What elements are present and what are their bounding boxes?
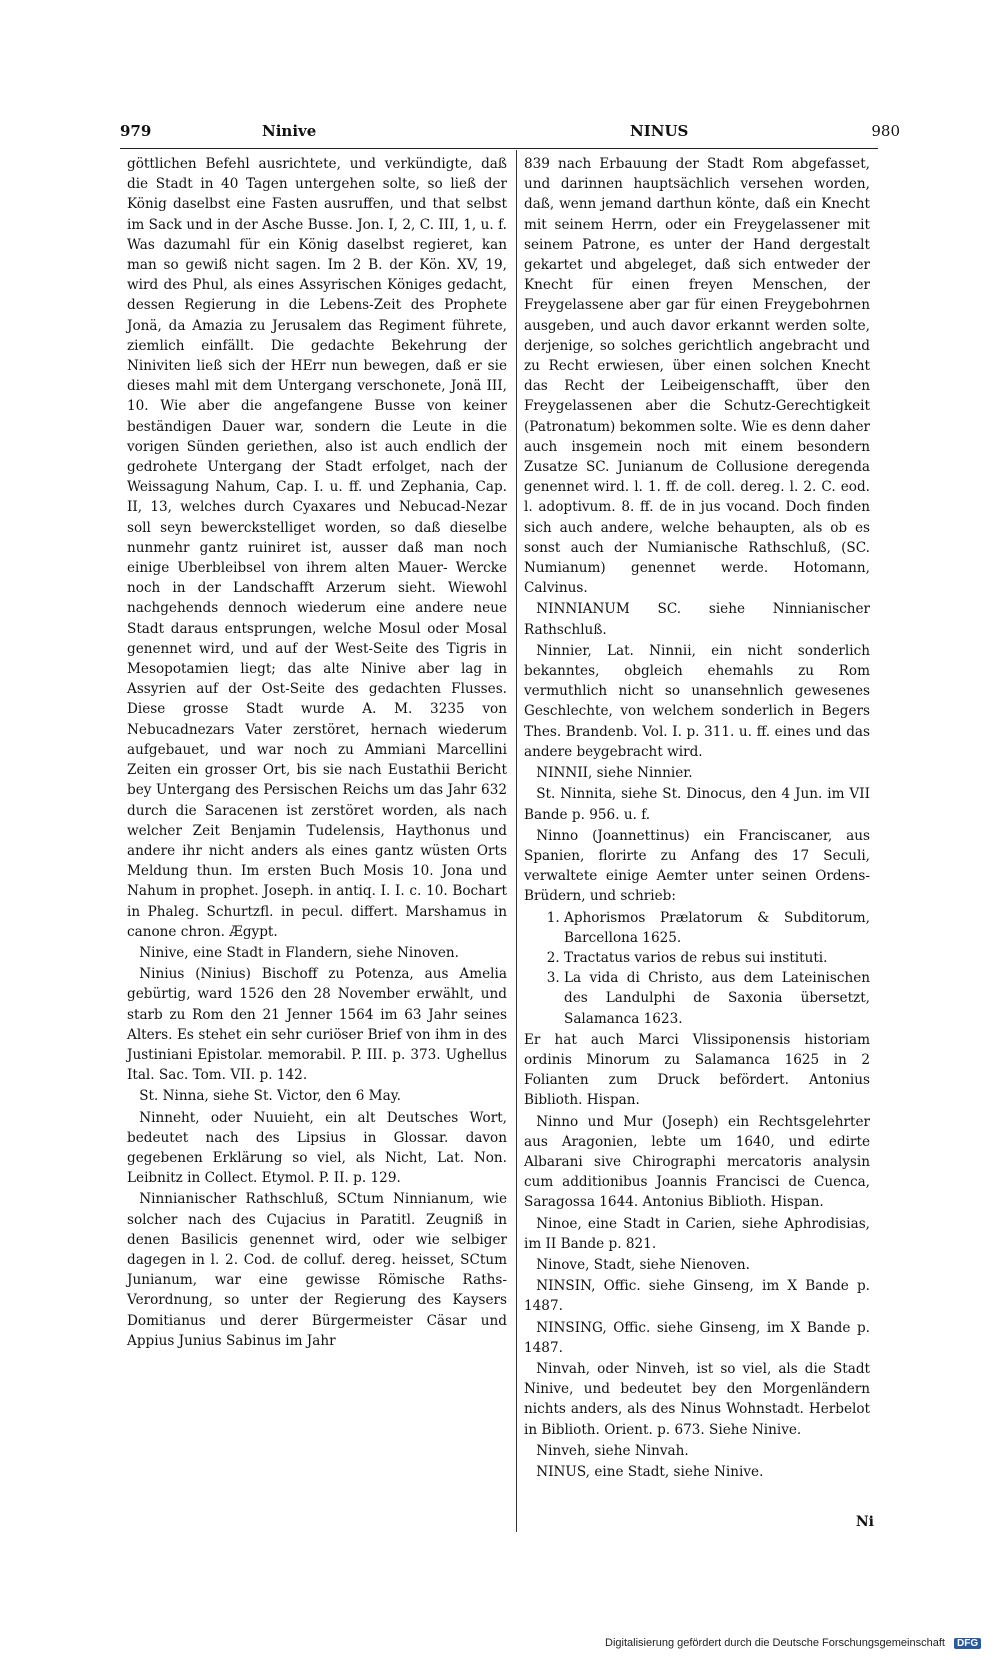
headword-left: Ninive — [262, 122, 317, 140]
entry-ninneht: Ninneht, oder Nuuieht, ein alt Deutsches Wort, bedeutet nach des Lipsius in Glossar. davon gegebenen Erklärung so viel, als Nicht, Lat. Non. Leibnitz in Collect. Etymol. P. II. p. 129. — [127, 1109, 507, 1187]
entry-ninnier: Ninnier, Lat. Ninnii, ein nicht sonderlich bekanntes, obgleich ehemahls zu Rom vermuthlich nicht so unansehnlich gewesenes Geschlechte, von welchem sonderlich in Begers Thes. Brandenb. Vol. I. p. 311. u. ff. eines und das andere beygebracht wird. — [524, 642, 870, 760]
page-number-right: 980 — [871, 122, 900, 140]
column-divider — [516, 150, 517, 1532]
entry-ninus: NINUS, eine Stadt, siehe Ninive. — [536, 1464, 764, 1480]
entry-ninsin: NINSIN, Offic. siehe Ginseng, im X Bande p. 1487. — [524, 1278, 870, 1315]
catchword: Ni — [855, 1514, 874, 1530]
entry-ninno-und-mur: Ninno und Mur (Joseph) ein Rechtsgelehrter aus Aragonien, lebte um 1640, und edirte Albarani sive Chirographi mercatoris analysin cum additionibus Joannis Francisci de Cuenca, Saragossa 1644. Antonius Biblioth. Hispan. — [524, 1113, 870, 1211]
entry-ninnianischer-rathschluss: Ninnianischer Rathschluß, SCtum Ninnianum, wie solcher nach des Cujacius in Paratitl. Zeugniß in denen Basilicis genennet wird, oder wie selbiger dagegen in l. 2. Cod. de colluf. dereg. heisset, SCtum Junianum, war eine gewisse Römische Raths-Verordnung, so unter der Regierung des Kaysers Domitianus und derer Bürgermeister Cäsar und Appius Junius Sabinus im Jahr — [127, 1191, 507, 1349]
entry-ninive-continued: göttlichen Befehl ausrichtete, und verkündigte, daß die Stadt in 40 Tagen untergehen solte, so ließ der König daselbst eine Fasten ausruffen, und that selbst im Sack und in der Asche Busse. Jon. I, 2, C. III, 1, u. f. Was dazumahl für ein König daselbst regieret, kan man so gewiß nicht sagen. Im 2 B. der Kön. XV, 19, wird des Phul, als eines Assyrischen Königes gedacht, dessen Regierung in die Lebens-Zeit des Prophete Jonä, da Amazia zu Jerusalem das Regiment führete, ziemlich einfällt. Die gedachte Bekehrung der Niniviten ließ sich der HErr nun bewegen, daß er sie dieses mahl mit dem Untergang verschonete, Jonä III, 10. Wie aber die angefangene Busse von keiner beständigen Dauer war, sondern die Leute in die vorigen Sünden geriethen, also ist auch endlich der gedrohete Untergang der Stadt erfolget, nach der Weissagung Nahum, Cap. I. u. ff. und Zephania, Cap. II, 13, welches durch Cyaxares und Nebucad-Nezar soll seyn bewerckstelliget worden, so daß dieselbe nunmehr gantz ruiniret ist, ausser daß man noch einige Uberbleibsel von ihrem alten Mauer- Wercke noch in der Landschafft Arzerum sieht. Wiewohl nachgehends dennoch wiederum eine andere neue Stadt daraus entsprungen, welche Mosul oder Mosal genennet wird, und auf der West-Seite des Tigris in Mesopotamien liegt; das alte Ninive aber lag in Assyrien auf der Ost-Seite des gedachten Flusses. Diese grosse Stadt wurde A. M. 3235 von Nebucadnezars Vater zerstöret, hernach wiederum aufgebauet, und war noch zu Ammiani Marcellini Zeiten ein grosser Ort, bis sie nach Eustathii Bericht bey Untergang des Persischen Reichs um das Jahr 632 durch die Saracenen ist zerstöret worden, als nach welcher Zeit Benjamin Tudelensis, Haythonus und andere ihr nicht anders als eines gantz wüsten Orts Meldung thun. Im ersten Buch Mosis 10. Jona und Nahum in prophet. Joseph. in antiq. I. I. c. 10. Bochart in Phaleg. Schurtzfl. in pecul. differt. Marshamus in canone chron. Ægypt. — [127, 156, 507, 940]
entry-rathschluss-continued: 839 nach Erbauung der Stadt Rom abgefasset, und darinnen hauptsächlich versehen worden, daß, wenn jemand darthun könte, daß ein Knecht mit seinem Herrn, oder ein Freygelassener mit seinem Patrone, es unter der Hand dergestalt gekartet und abgeleget, daß sich entweder der Knecht für einen freyen Menschen, der Freygelassene aber gar für einen Freygebohrnen ausgeben, und auch davor erkannt werden solte, derjenige, so solches gerichtlich angebracht und zu Recht erwiesen, über einen solchen Knecht das Recht der Leibeigenschafft, über den Freygelassenen aber die Schutz-Gerechtigkeit (Patronatum) bekommen solte. Wie es denn daher auch insgemein noch mit einem besondern Zusatze SC. Junianum de Collusione deregenda genennet wird. l. 1. ff. de coll. dereg. l. 2. C. eod. l. adoptivum. 8. ff. de in jus vocand. Doch finden sich auch andere, welche behaupten, als ob es sonst auch der Numianische Rathschluß, (SC. Numianum) genennet werde. Hotomann, Calvinus. — [524, 156, 870, 597]
entry-st-ninnita: St. Ninnita, siehe St. Dinocus, den 4 Jun. im VII Bande p. 956. u. f. — [524, 786, 870, 823]
list-item: 1. Aphorismos Prælatorum & Subditorum, Barcellona 1625. — [564, 908, 870, 948]
page-number-left: 979 — [120, 122, 152, 140]
headword-right: NINUS — [630, 122, 689, 140]
footer-text: Digitalisierung gefördert durch die Deutsche Forschungsgemeinschaft — [605, 1637, 945, 1649]
dfg-logo: DFG — [954, 1638, 981, 1649]
entry-ninnianum: NINNIANUM SC. siehe Ninnianischer Rathschluß. — [524, 601, 870, 638]
entry-ninno: Ninno (Joannettinus) ein Franciscaner, aus Spanien, florirte zu Anfang des 17 Seculi, verwaltete einige Aemter unter seinen Ordens-Brüdern, und schrieb: — [524, 827, 870, 905]
entry-ninoe: Ninoe, eine Stadt in Carien, siehe Aphrodisias, im II Bande p. 821. — [524, 1215, 870, 1252]
entry-st-ninna: St. Ninna, siehe St. Victor, den 6 May. — [139, 1088, 401, 1105]
right-column — [524, 154, 870, 1483]
entry-ninnii: NINNII, siehe Ninnier. — [536, 765, 693, 782]
entry-ninveh: Ninveh, siehe Ninvah. — [536, 1442, 689, 1459]
header-rule — [120, 148, 878, 149]
ninno-works-list — [524, 908, 870, 1029]
list-item: 2. Tractatus varios de rebus sui instituti. — [564, 948, 870, 968]
list-item: 3. La vida di Christo, aus dem Lateinischen des Landulphi de Saxonia übersetzt, Salamanca 1623. — [564, 968, 870, 1029]
entry-ninvah: Ninvah, oder Ninveh, ist so viel, als die Stadt Ninive, und bedeutet bey den Morgenländern nichts anders, als des Ninus Wohnstadt. Herbelot in Biblioth. Orient. p. 673. Siehe Ninive. — [524, 1360, 870, 1438]
running-header — [120, 122, 900, 144]
footer-credit — [605, 1637, 981, 1649]
left-column — [127, 154, 507, 1352]
entry-ninove: Ninove, Stadt, siehe Nienoven. — [536, 1256, 750, 1273]
entry-ninive-flandern: Ninive, eine Stadt in Flandern, siehe Ninoven. — [139, 944, 459, 961]
entry-ninius: Ninius (Ninius) Bischoff zu Potenza, aus Amelia gebürtig, ward 1526 den 28 November erwählt, und starb zu Rom den 21 Jenner 1564 im 63 Jahr seines Alters. Es stehet ein sehr curiöser Brief von ihm in des Justiniani Epistolar. memorabil. P. III. p. 373. Ughellus Ital. Sac. Tom. VII. p. 142. — [127, 966, 507, 1084]
entry-ninno-marci: Er hat auch Marci Vlissiponensis historiam ordinis Minorum zu Salamanca 1625 in 2 Folianten zum Druck befördert. Antonius Biblioth. Hispan. — [524, 1031, 870, 1109]
entry-ninsing: NINSING, Offic. siehe Ginseng, im X Bande p. 1487. — [524, 1319, 870, 1356]
